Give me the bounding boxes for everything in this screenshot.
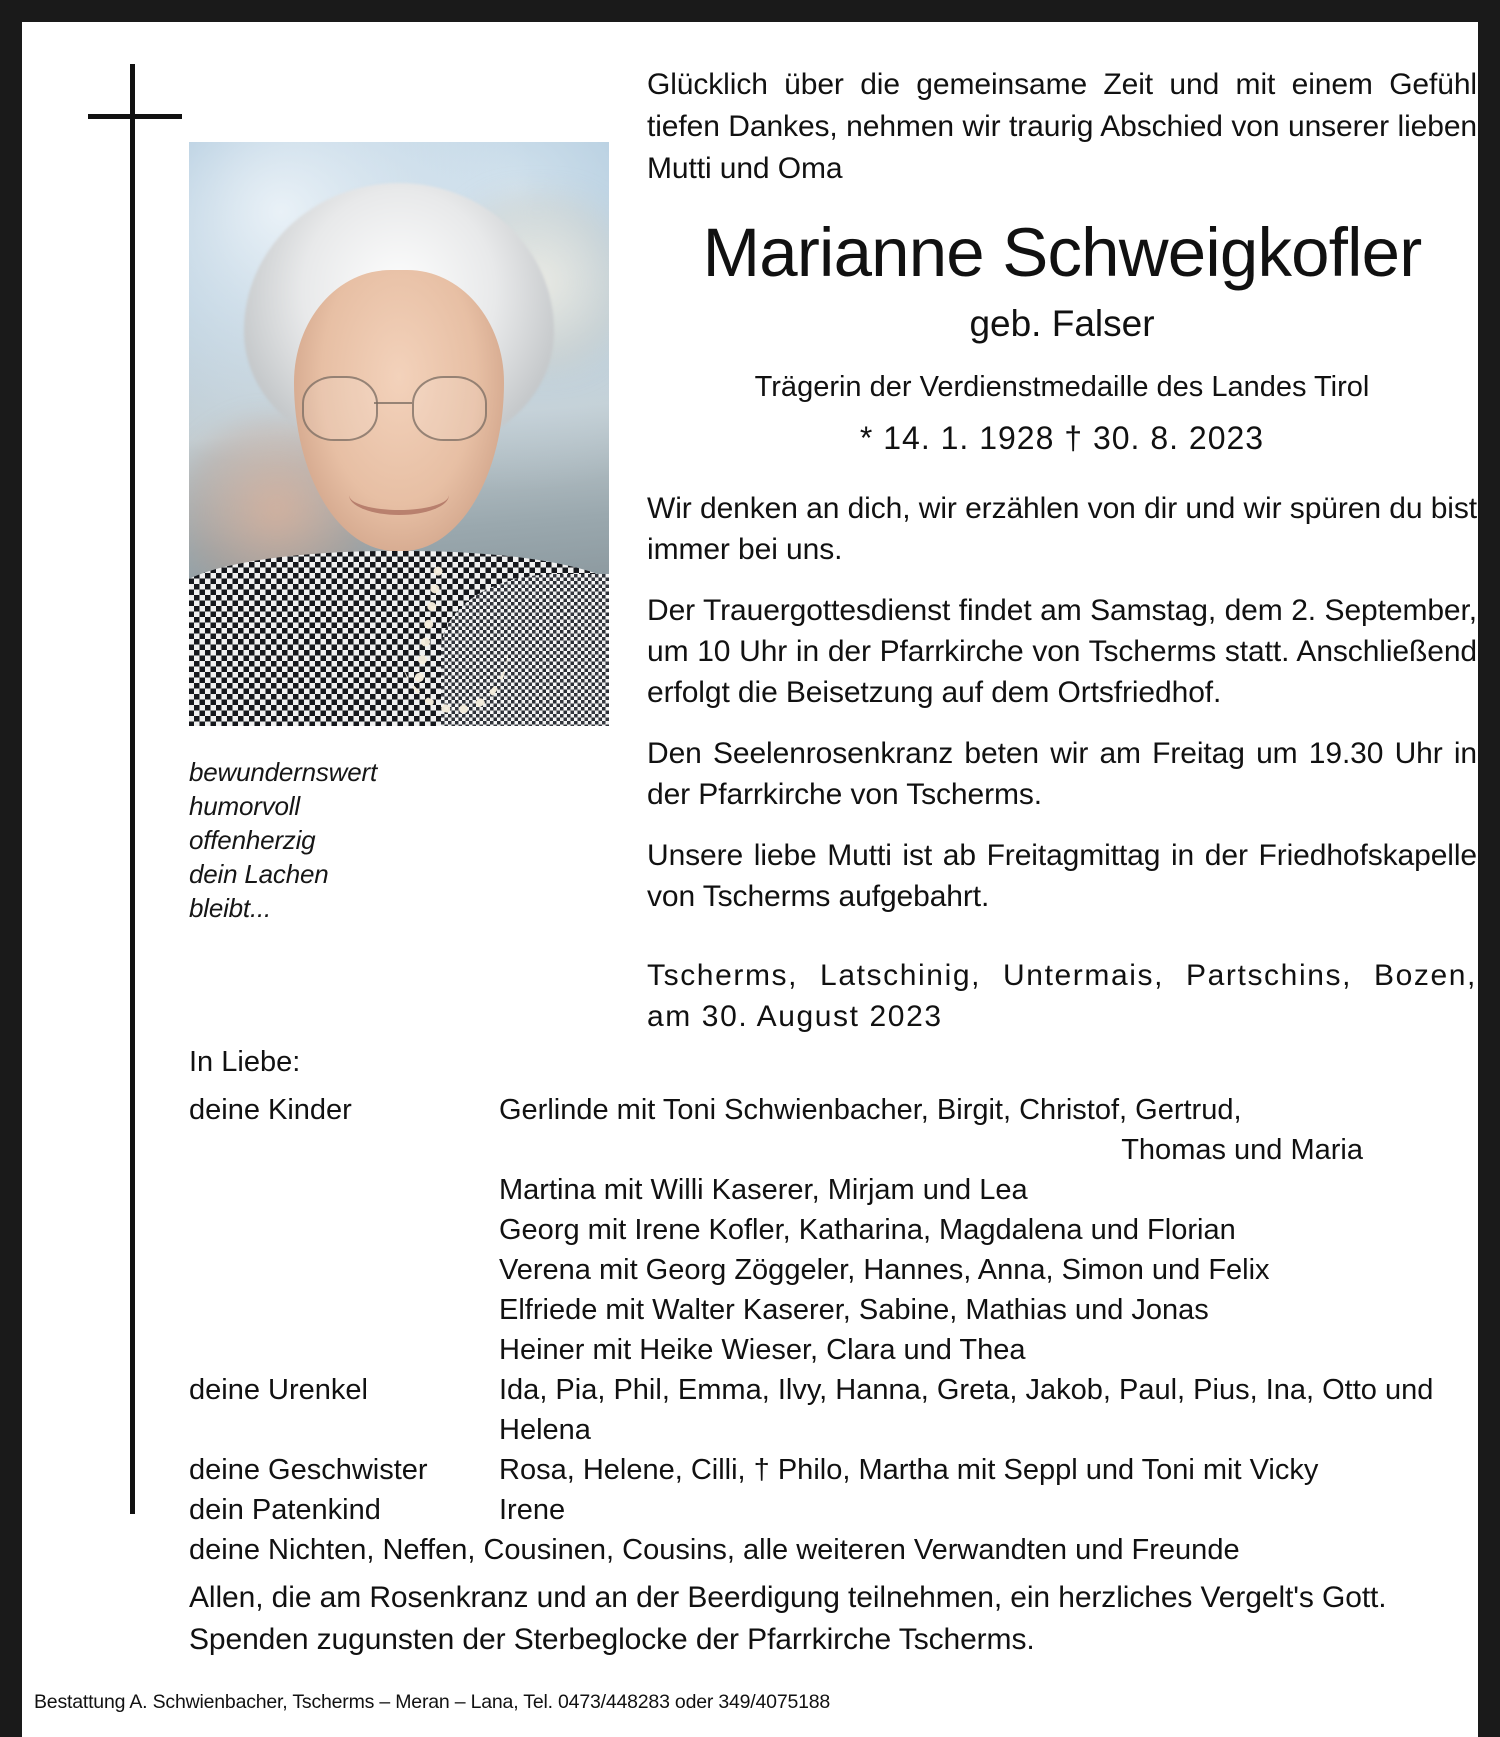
caption-line: bleibt... bbox=[189, 893, 272, 923]
family-row bbox=[189, 1170, 1459, 1210]
photo-glasses-right bbox=[412, 376, 487, 441]
caption-line: bewundernswert bbox=[189, 757, 377, 787]
caption-line: dein Lachen bbox=[189, 859, 329, 889]
family-row-label bbox=[189, 1290, 499, 1330]
obituary-card bbox=[22, 22, 1478, 1667]
family-row-value bbox=[499, 1090, 1459, 1170]
family-row-label bbox=[189, 1170, 499, 1210]
maiden-name: geb. Falser bbox=[969, 303, 1155, 344]
family-row bbox=[189, 1490, 1459, 1530]
family-row bbox=[189, 1210, 1459, 1250]
family-row bbox=[189, 1250, 1459, 1290]
family-row-value-continued: Thomas und Maria bbox=[1121, 1134, 1363, 1166]
main-text-column bbox=[647, 64, 1477, 1037]
family-row-label bbox=[189, 1210, 499, 1250]
service-paragraph: Der Trauergottesdienst findet am Samstag, dem 2. September, um 10 Uhr in der Pfarrkirche von Tscherms statt. Anschließend erfolgt die Beisetzung auf dem Ortsfriedhof. bbox=[647, 594, 1477, 709]
rosary-paragraph: Den Seelenrosenkranz beten wir am Freitag um 19.30 Uhr in der Pfarrkirche von Tscherms. bbox=[647, 737, 1477, 811]
photo-glasses-left bbox=[302, 376, 377, 441]
cross-horizontal-bar bbox=[88, 114, 182, 119]
family-row bbox=[189, 1450, 1459, 1490]
photo-caption bbox=[189, 755, 519, 925]
family-row-value: Verena mit Georg Zöggeler, Hannes, Anna, Simon und Felix bbox=[499, 1254, 1270, 1286]
family-row bbox=[189, 1330, 1459, 1370]
family-row-value: Heiner mit Heike Wieser, Clara und Thea bbox=[499, 1334, 1026, 1366]
family-row-label: deine Kinder bbox=[189, 1094, 352, 1126]
deceased-name: Marianne Schweigkofler bbox=[702, 214, 1422, 291]
family-row-label: dein Patenkind bbox=[189, 1494, 381, 1526]
chapel-paragraph: Unsere liebe Mutti ist ab Freitagmittag in der Friedhofskapelle von Tscherms aufgebahrt. bbox=[647, 839, 1477, 913]
family-row-value: Elfriede mit Walter Kaserer, Sabine, Mathias und Jonas bbox=[499, 1294, 1209, 1326]
family-row-label bbox=[189, 1330, 499, 1370]
birth-death-dates: * 14. 1. 1928 † 30. 8. 2023 bbox=[859, 420, 1265, 456]
photo-glasses-bridge bbox=[374, 402, 412, 404]
family-row bbox=[189, 1290, 1459, 1330]
photo-smile bbox=[349, 475, 450, 515]
family-row-label: deine Geschwister bbox=[189, 1454, 428, 1486]
family-extended-relatives-line: deine Nichten, Neffen, Cousinen, Cousins, alle weiteren Verwandten und Freunde bbox=[189, 1534, 1240, 1566]
portrait-photo bbox=[189, 142, 609, 726]
honor-line: Trägerin der Verdienstmedaille des Landes Tirol bbox=[754, 371, 1370, 403]
funeral-home-contact: Bestattung A. Schwienbacher, Tscherms – Meran – Lana, Tel. 0473/448283 oder 349/4075188 bbox=[34, 1690, 831, 1713]
caption-line: offenherzig bbox=[189, 825, 316, 855]
caption-line: humorvoll bbox=[189, 791, 300, 821]
closing-thanks-text: Allen, die am Rosenkranz und an der Beerdigung teilnehmen, ein herzliches Vergelt's Gott. Spenden zugunsten der Sterbeglocke der Pfarrkirche Tscherms. bbox=[189, 1581, 1387, 1656]
cross-vertical-bar bbox=[130, 64, 135, 1514]
family-row-value-text: Gerlinde mit Toni Schwienbacher, Birgit, Christof, Gertrud, bbox=[499, 1094, 1242, 1126]
family-row-label: deine Urenkel bbox=[189, 1374, 368, 1406]
funeral-home-footer bbox=[22, 1667, 1478, 1737]
intro-text: Glücklich über die gemeinsame Zeit und mit einem Gefühl tiefen Dankes, nehmen wir traurig Abschied von unserer lieben Mutti und Oma bbox=[647, 68, 1477, 185]
places-and-date-line: Tscherms, Latschinig, Untermais, Partschins, Bozen, am 30. August 2023 bbox=[647, 959, 1477, 1033]
family-row-value: Rosa, Helene, Cilli, † Philo, Martha mit Seppl und Toni mit Vicky bbox=[499, 1454, 1319, 1486]
latin-cross-icon bbox=[88, 64, 182, 1514]
family-row-value: Irene bbox=[499, 1494, 566, 1526]
memorial-paragraph: Wir denken an dich, wir erzählen von dir und wir spüren du bist immer bei uns. bbox=[647, 492, 1477, 566]
family-row-value: Martina mit Willi Kaserer, Mirjam und Lea bbox=[499, 1174, 1028, 1206]
family-list bbox=[189, 1042, 1459, 1570]
family-row-value bbox=[499, 1370, 1459, 1450]
family-row bbox=[189, 1090, 1459, 1170]
in-love-label: In Liebe: bbox=[189, 1046, 301, 1078]
family-row-value-text: Ida, Pia, Phil, Emma, Ilvy, Hanna, Greta, Jakob, Paul, Pius, Ina, Otto bbox=[499, 1374, 1377, 1406]
family-row-value: Georg mit Irene Kofler, Katharina, Magdalena und Florian bbox=[499, 1214, 1236, 1246]
family-row-label bbox=[189, 1250, 499, 1290]
family-row bbox=[189, 1370, 1459, 1450]
family-row-value-continued: und Helena bbox=[499, 1374, 1434, 1446]
